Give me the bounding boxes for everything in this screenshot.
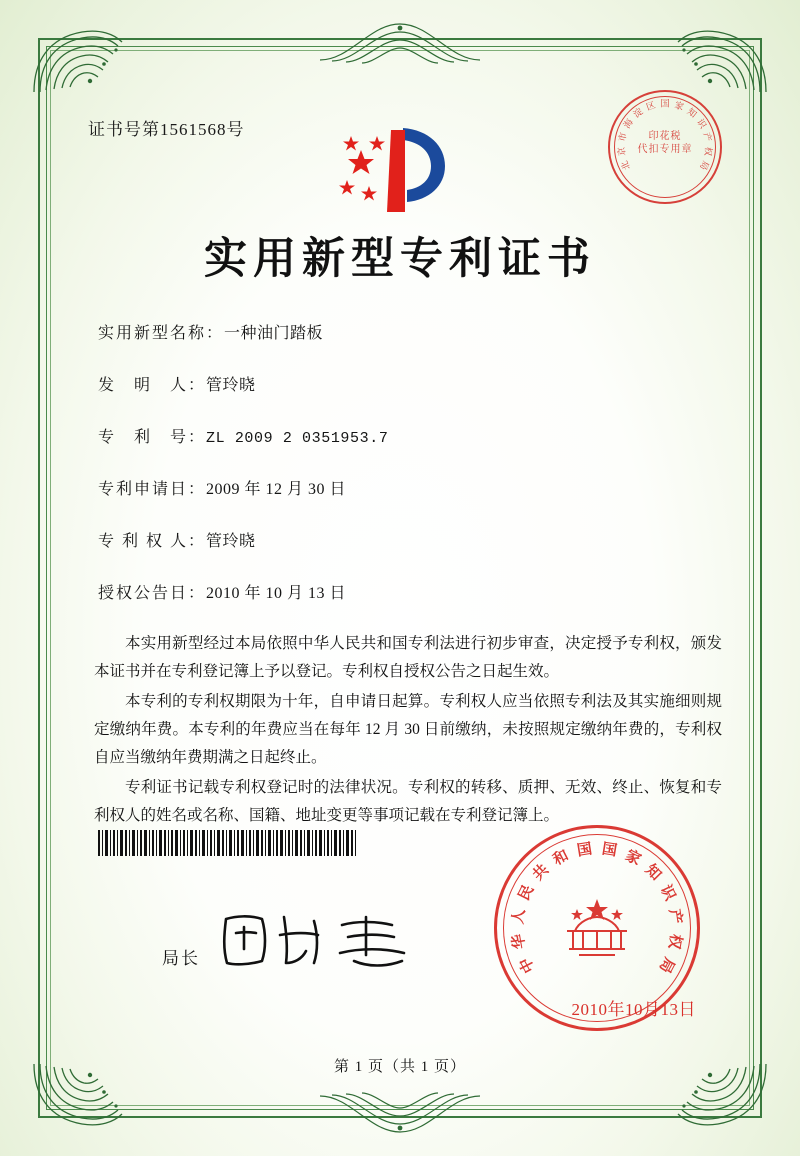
field-label: 发 明 人： (98, 377, 207, 394)
paragraph: 专利证书记载专利权登记时的法律状况。专利权的转移、质押、无效、终止、恢复和专利权人的姓名或名称、国籍、地址变更等事项记载在专利登记簿上。 (94, 779, 722, 824)
seal-arc-char: 知 (641, 861, 664, 884)
field-value: 2010 年 10 月 13 日 (206, 585, 347, 602)
seal-arc-char: 局 (697, 159, 711, 172)
field-value: 2009 年 12 月 30 日 (206, 481, 347, 498)
seal-arc-char: 产 (701, 131, 714, 143)
page-title: 实用新型专利证书 (204, 236, 596, 283)
seal-arc-char: 家 (622, 847, 644, 869)
paragraph: 本专利的专利权期限为十年，自申请日起算。专利权人应当依照专利法及其实施细则规定缴纳年费。本专利的年费应当在每年 12 月 30 日前缴纳，未按照规定缴纳年费的，专利权自应当缴纳年费期满之日起终止。 (94, 693, 722, 766)
seal-date: 2010年10月13日 (571, 1000, 696, 1019)
seal-arc-char: 民 (516, 882, 538, 904)
seal-arc-char: 京 (616, 146, 628, 157)
field-row (98, 424, 720, 447)
seal-arc-char: 产 (665, 908, 684, 926)
director-label: 局长 (162, 949, 200, 968)
seal-arc-char: 国 (600, 841, 619, 860)
barcode (98, 830, 358, 856)
sipo-logo-icon (325, 120, 475, 220)
paragraph: 本实用新型经过本局依照中华人民共和国专利法进行初步审查，决定授予专利权，颁发本证书并在专利登记簿上予以登记。专利权自授权公告之日起生效。 (94, 635, 722, 680)
field-value: 一种油门踏板 (224, 325, 324, 342)
field-label: 专 利 权 人： (98, 533, 207, 550)
legal-text-block (94, 630, 722, 832)
certificate-number: 证书号第1561568号 (88, 120, 245, 139)
seal-arc-char: 权 (665, 932, 684, 951)
field-list (98, 320, 720, 632)
seal-arc-char: 华 (510, 932, 529, 951)
bottom-center-ornament-icon (310, 1092, 490, 1138)
field-label: 实用新型名称： (98, 325, 225, 342)
page-footer: 第 1 页（共 1 页） (333, 1059, 466, 1075)
seal-arc-char: 识 (695, 117, 709, 131)
director-signature (214, 905, 429, 975)
seal-arc-char: 北 (619, 159, 633, 172)
certificate-content (70, 70, 730, 1086)
seal-center-text (610, 130, 720, 156)
seal-arc-char: 国 (575, 841, 594, 860)
field-row (98, 476, 720, 499)
seal-arc-char: 识 (656, 882, 678, 904)
seal-arc-char: 中 (517, 954, 539, 976)
seal-arc-char: 人 (510, 908, 529, 926)
seal-center-line1: 印花税 (648, 131, 682, 142)
seal-arc-char: 国 (660, 98, 670, 109)
seal-center-line2: 代扣专用章 (637, 144, 693, 155)
top-center-ornament-icon (310, 18, 490, 64)
seal-arc-char: 区 (644, 99, 657, 113)
seal-arc-char: 局 (655, 954, 677, 976)
field-label: 专 利 号： (98, 429, 207, 446)
field-label: 专利申请日： (98, 481, 207, 498)
field-row (98, 320, 720, 343)
field-row (98, 580, 720, 603)
seal-arc-char: 和 (550, 847, 572, 869)
seal-arc-char: 淀 (631, 106, 645, 120)
seal-arc-char: 市 (616, 131, 629, 143)
seal-arc-char: 共 (530, 861, 553, 884)
field-value: 管玲晓 (206, 533, 256, 550)
field-row (98, 528, 720, 551)
seal-arc-char: 知 (685, 106, 699, 120)
field-value: ZL 2009 2 0351953.7 (206, 430, 389, 447)
seal-arc-char: 权 (702, 146, 714, 157)
tax-stamp-seal (608, 90, 722, 204)
national-emblem-icon (555, 897, 639, 967)
field-value: 管玲晓 (206, 377, 256, 394)
signature-block (162, 905, 429, 975)
seal-arc-char: 海 (621, 117, 635, 131)
seal-arc-char: 家 (673, 99, 686, 113)
field-label: 授权公告日： (98, 585, 207, 602)
field-row (98, 372, 720, 395)
